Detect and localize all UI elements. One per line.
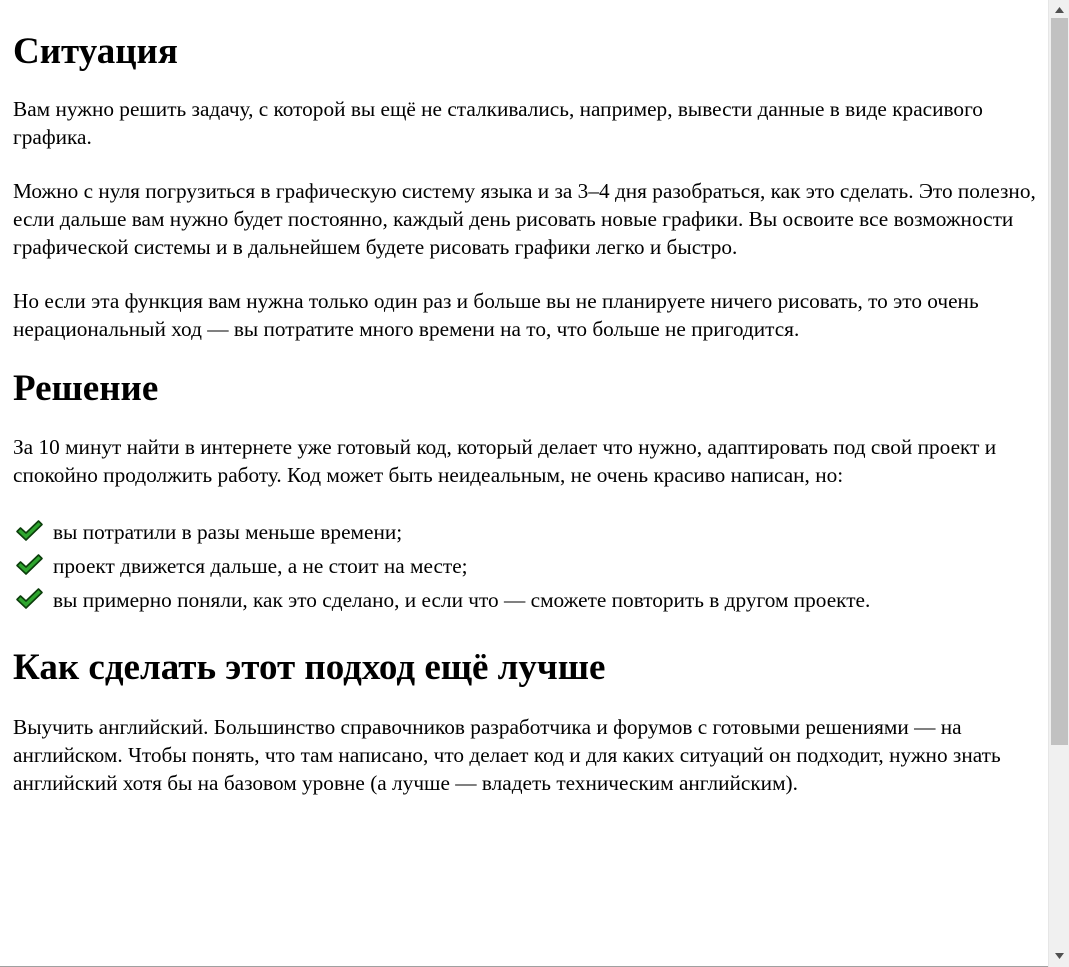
situation-paragraph-3: Но если эта функция вам нужна только один раз и больше вы не планируете ничего рисовать, то это очень нерациональный ход — вы потратите много времени на то, что больше не пригодится. [13,289,979,341]
scroll-up-button[interactable] [1049,1,1069,19]
vertical-scrollbar[interactable] [1048,0,1069,967]
list-item [13,515,1036,549]
benefits-checklist [13,515,1036,617]
checklist-item-text: проект движется дальше, а не стоит на месте; [53,554,468,578]
list-item [13,583,1036,617]
scroll-down-button[interactable] [1049,947,1069,965]
situation-paragraph-1: Вам нужно решить задачу, с которой вы ещё не сталкивались, например, вывести данные в виде красивого графика. [13,97,983,149]
list-item [13,549,1036,583]
check-mark-icon [15,553,44,577]
arrow-down-icon [1055,953,1064,959]
scroll-thumb[interactable] [1051,18,1068,745]
solution-paragraph: За 10 минут найти в интернете уже готовый код, который делает что нужно, адаптировать под свой проект и спокойно продолжить работу. Код может быть неидеальным, не очень красиво написан, но: [13,435,997,487]
heading-solution: Решение [13,368,159,409]
arrow-up-icon [1055,7,1064,13]
check-mark-icon [15,519,44,543]
heading-situation: Ситуация [13,31,178,72]
improve-paragraph: Выучить английский. Большинство справочников разработчика и форумов с готовыми решениями — на английском. Чтобы понять, что там написано, что делает код и для каких ситуаций он подходит, нужно знать английский хотя бы на базовом уровне (а лучше — владеть техническим английским). [13,715,1001,795]
situation-paragraph-2: Можно с нуля погрузиться в графическую систему языка и за 3–4 дня разобраться, как это сделать. Это полезно, если дальше вам нужно будет постоянно, каждый день рисовать новые графики. Вы освоите все возможности графической системы и в дальнейшем будете рисовать графики легко и быстро. [13,179,1036,259]
heading-improve-approach: Как сделать этот подход ещё лучше [13,647,606,688]
checklist-item-text: вы потратили в разы меньше времени; [53,520,403,544]
check-mark-icon [15,587,44,611]
checklist-item-text: вы примерно поняли, как это сделано, и если что — сможете повторить в другом проекте. [53,588,871,612]
